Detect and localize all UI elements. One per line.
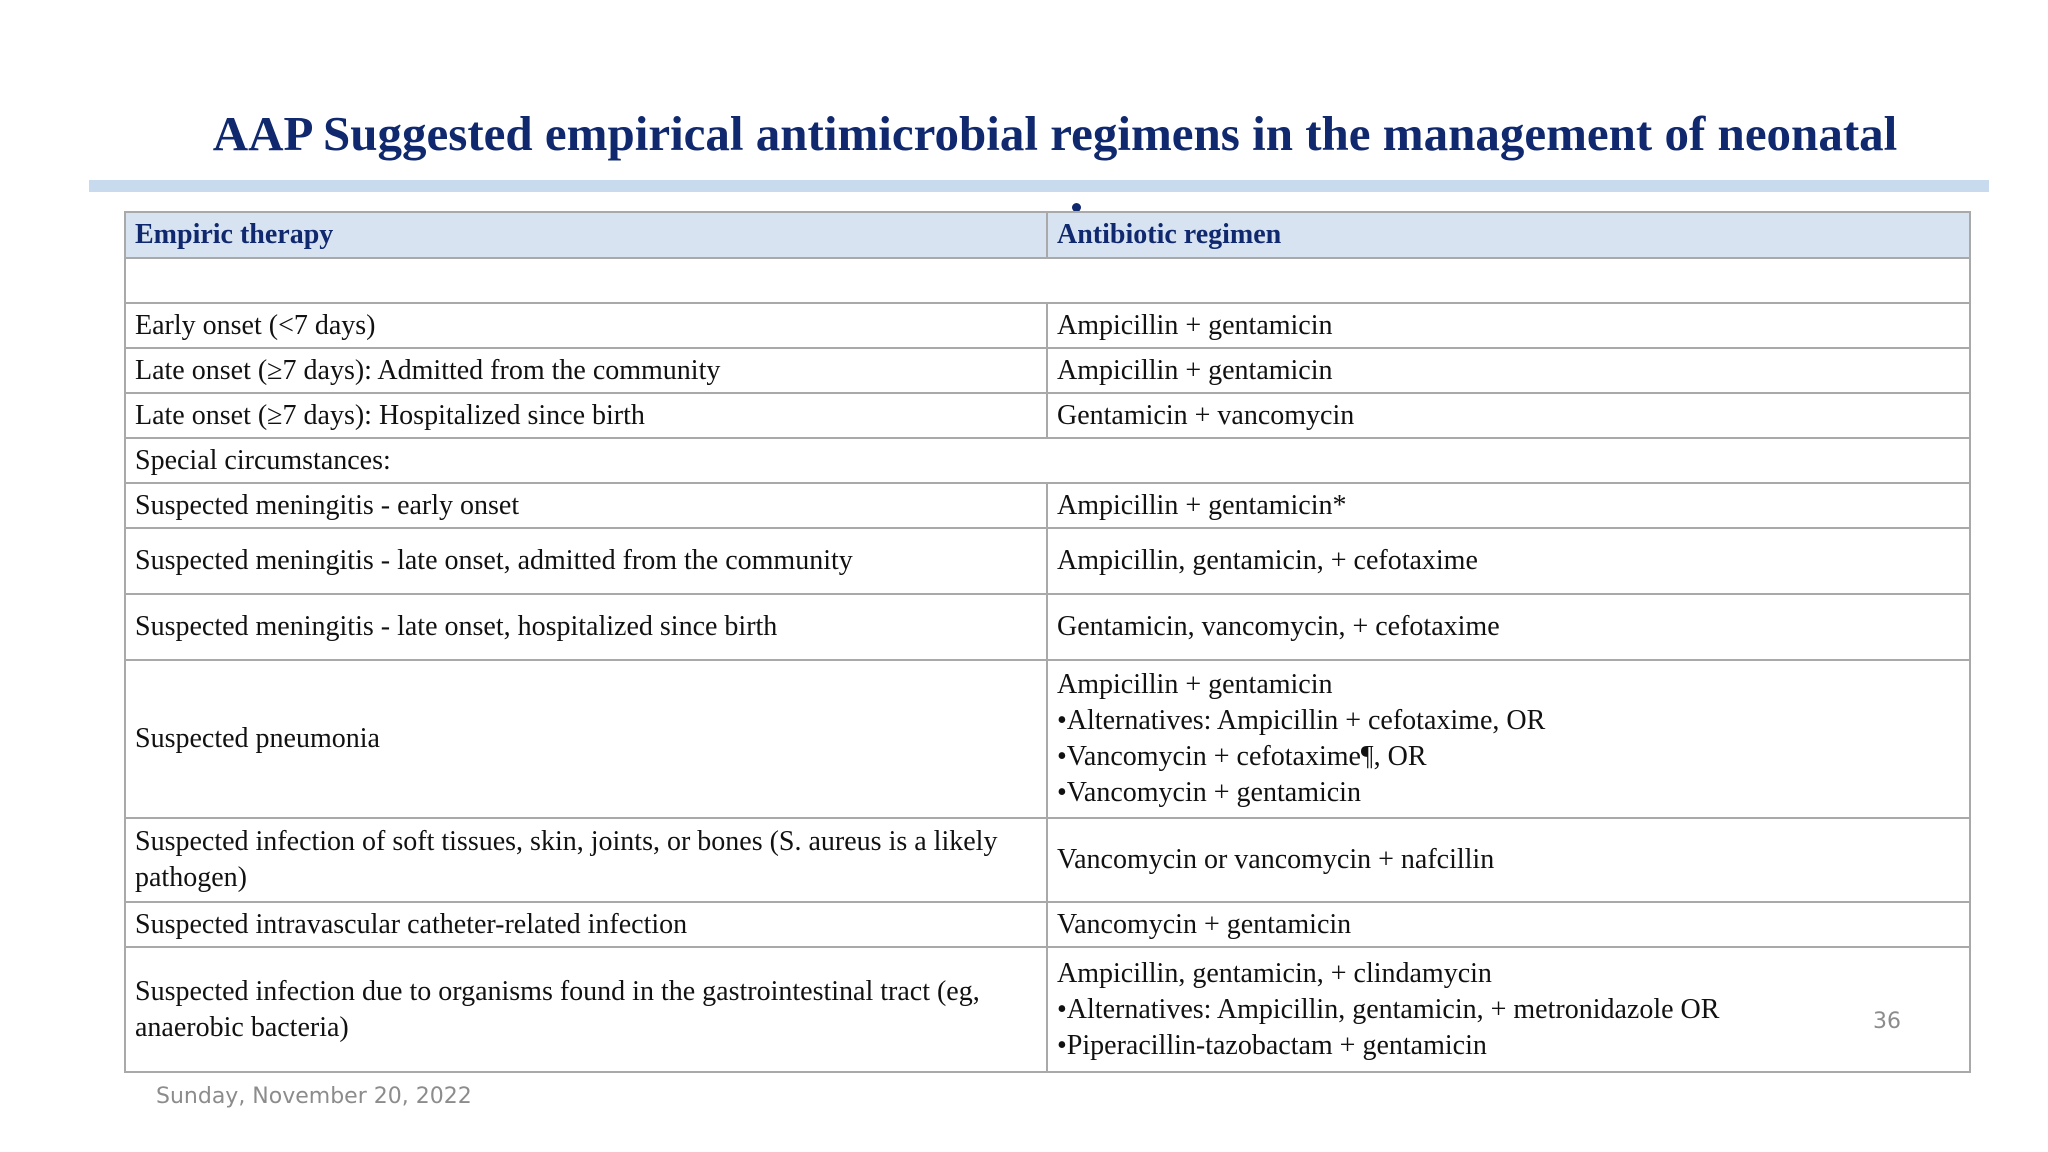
table-row [125, 303, 1970, 348]
table-row [125, 483, 1970, 528]
therapy-cell: Suspected pneumonia [125, 660, 1047, 818]
slide-title: AAP Suggested empirical antimicrobial regimens in the management of neonatal [212, 106, 1898, 161]
therapy-cell: Suspected meningitis - late onset, admitted from the community [125, 528, 1047, 594]
table-row [125, 594, 1970, 660]
therapy-cell: Suspected meningitis - late onset, hospitalized since birth [125, 594, 1047, 660]
therapy-cell: Suspected meningitis - early onset [125, 483, 1047, 528]
therapy-cell: Suspected infection due to organisms found in the gastrointestinal tract (eg, anaerobic bacteria) [125, 947, 1047, 1072]
header-empiric-therapy: Empiric therapy [125, 212, 1047, 258]
regimen-cell: Gentamicin + vancomycin [1047, 393, 1970, 438]
regimen-cell: Ampicillin, gentamicin, + cefotaxime [1047, 528, 1970, 594]
table-header-row [125, 212, 1970, 258]
regimen-line: •Alternatives: Ampicillin + cefotaxime, OR [1057, 705, 1546, 736]
regimen-line: Ampicillin + gentamicin [1057, 669, 1333, 700]
regimen-cell: Vancomycin + gentamicin [1047, 902, 1970, 947]
regimen-line: •Alternatives: Ampicillin, gentamicin, + metronidazole OR [1057, 993, 1720, 1025]
special-circumstances-label: Special circumstances: [125, 438, 1970, 483]
regimen-cell: Ampicillin + gentamicin [1047, 348, 1970, 393]
table-row [125, 348, 1970, 393]
regimen-cell: Ampicillin + gentamicin* [1047, 483, 1970, 528]
section-row [125, 438, 1970, 483]
antimicrobial-regimen-table [124, 211, 1971, 1073]
regimen-cell: Gentamicin, vancomycin, + cefotaxime [1047, 594, 1970, 660]
table-row [125, 947, 1970, 1072]
table-row [125, 818, 1970, 902]
regimen-line: •Piperacillin-tazobactam + gentamicin [1057, 1029, 1487, 1061]
table-row [125, 660, 1970, 818]
table-row [125, 393, 1970, 438]
regimen-cell [1047, 947, 1970, 1072]
regimen-line: Ampicillin, gentamicin, + clindamycin [1057, 957, 1492, 989]
regimen-cell: Vancomycin or vancomycin + nafcillin [1047, 818, 1970, 902]
therapy-cell: Suspected infection of soft tissues, skin, joints, or bones (S. aureus is a likely pathogen) [125, 818, 1047, 902]
therapy-cell: Late onset (≥7 days): Hospitalized since birth [125, 393, 1047, 438]
therapy-cell: Late onset (≥7 days): Admitted from the community [125, 348, 1047, 393]
regimen-line: •Vancomycin + gentamicin [1057, 777, 1361, 808]
slide-number: 36 [1873, 1009, 1901, 1034]
regimen-cell [1047, 660, 1970, 818]
therapy-cell: Suspected intravascular catheter-related infection [125, 902, 1047, 947]
table-row [125, 902, 1970, 947]
table-row [125, 528, 1970, 594]
title-underline [89, 180, 1989, 192]
header-antibiotic-regimen: Antibiotic regimen [1047, 212, 1970, 258]
regimen-line: •Vancomycin + cefotaxime¶, OR [1057, 741, 1427, 772]
regimen-cell: Ampicillin + gentamicin [1047, 303, 1970, 348]
empty-cell [125, 258, 1970, 303]
therapy-cell: Early onset (<7 days) [125, 303, 1047, 348]
empty-row [125, 258, 1970, 303]
slide-date: Sunday, November 20, 2022 [156, 1084, 472, 1109]
